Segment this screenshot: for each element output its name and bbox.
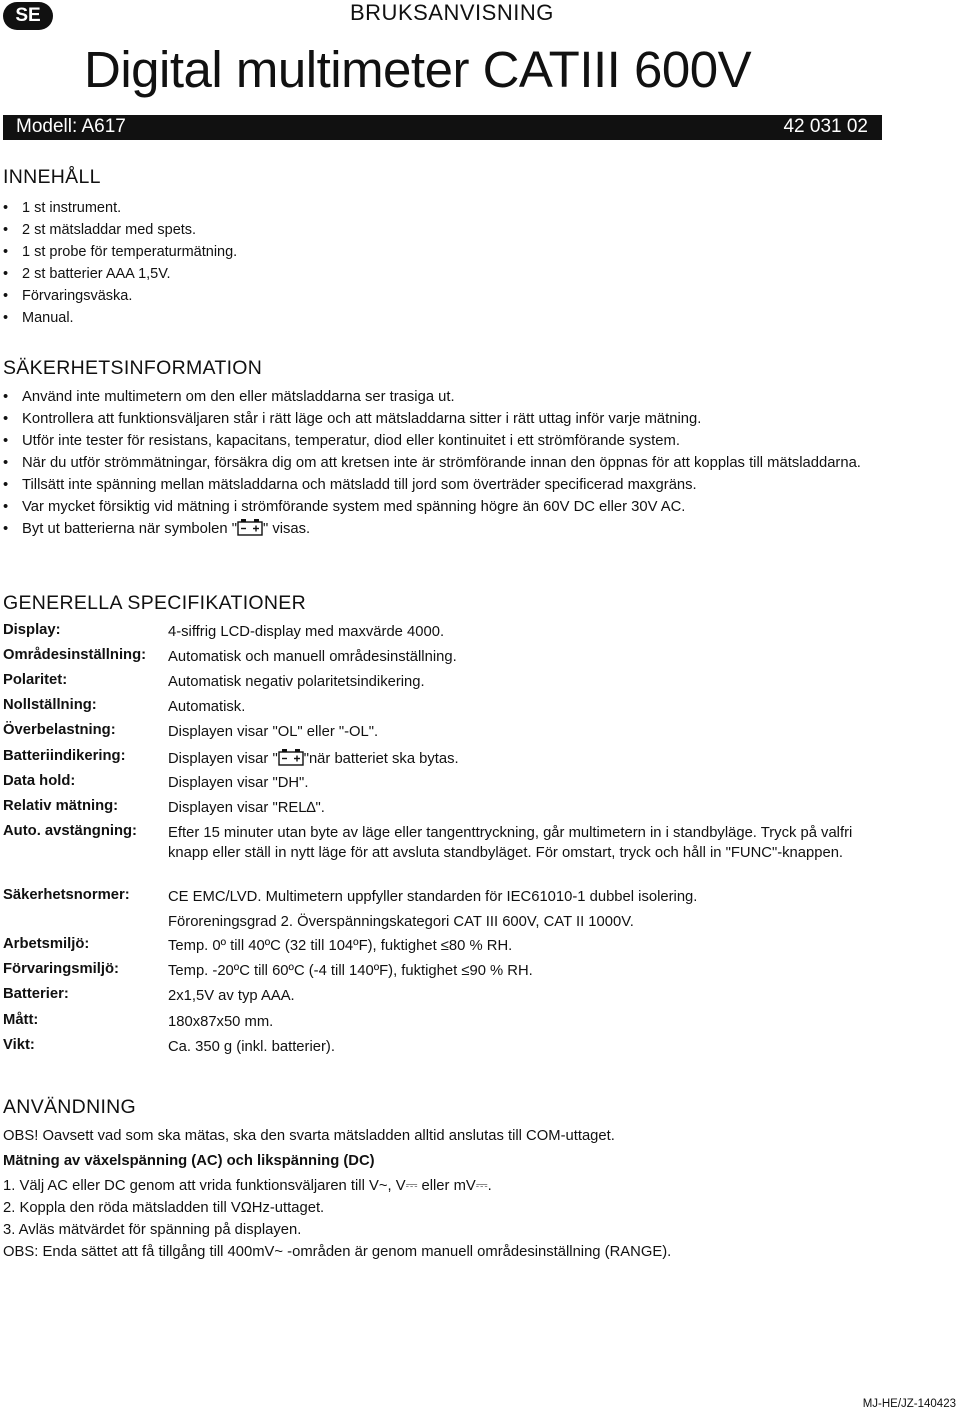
spec-label-zero: Nollställning: <box>3 697 97 713</box>
spec-value-safety-norms-1: CE EMC/LVD. Multimetern uppfyller standarden för IEC61010-1 dubbel isolering. <box>168 889 698 905</box>
spec-label-work-env: Arbetsmiljö: <box>3 936 90 952</box>
spec-value-batteries: 2x1,5V av typ AAA. <box>168 988 295 1004</box>
usage-heading: ANVÄNDNING <box>3 1096 137 1118</box>
page-title: Digital multimeter CATIII 600V <box>84 41 752 98</box>
spec-label-storage-env: Förvaringsmiljö: <box>3 961 119 977</box>
contents-list <box>3 197 237 329</box>
spec-value-display: 4-siffrig LCD-display med maxvärde 4000. <box>168 624 445 640</box>
contents-heading: INNEHÅLL <box>3 166 101 188</box>
spec-label-batteries: Batterier: <box>3 986 69 1002</box>
specs-heading: GENERELLA SPECIFIKATIONER <box>3 592 306 614</box>
list-item: • 1 st probe för temperaturmätning. <box>3 241 237 263</box>
spec-value-range: Automatisk och manuell områdesinställning. <box>168 649 457 665</box>
battery-icon <box>278 748 304 766</box>
list-item: • 2 st batterier AAA 1,5V. <box>3 263 237 285</box>
language-badge: SE <box>3 2 53 30</box>
safety-heading: SÄKERHETSINFORMATION <box>3 357 263 379</box>
list-item: • Utför inte tester för resistans, kapacitans, temperatur, diod eller kontinuitet i ett strömförande system. <box>3 430 873 452</box>
safety-list <box>3 386 873 540</box>
list-item: • 2 st mätsladdar med spets. <box>3 219 237 241</box>
spec-label-overload: Överbelastning: <box>3 722 116 738</box>
spec-value-zero: Automatisk. <box>168 699 246 715</box>
list-item: • Byt ut batterierna när symbolen " " visas. <box>3 518 873 540</box>
spec-label-auto-off: Auto. avstängning: <box>3 823 137 839</box>
spec-value-work-env: Temp. 0º till 40ºC (32 till 104ºF), fuktighet ≤80 % RH. <box>168 938 513 954</box>
spec-label-battery-indication: Batteriindikering: <box>3 748 126 764</box>
document-type: BRUKSANVISNING <box>350 0 554 25</box>
spec-value-overload: Displayen visar "OL" eller "-OL". <box>168 724 379 740</box>
usage-subheading: Mätning av växelspänning (AC) och likspänning (DC) <box>3 1153 375 1169</box>
model-number: Modell: A617 <box>16 116 126 137</box>
list-item: • Använd inte multimetern om den eller mätsladdarna ser trasiga ut. <box>3 386 873 408</box>
spec-label-data-hold: Data hold: <box>3 773 76 789</box>
list-item: • Förvaringsväska. <box>3 285 237 307</box>
spec-label-polarity: Polaritet: <box>3 672 68 688</box>
spec-value-weight: Ca. 350 g (inkl. batterier). <box>168 1039 335 1055</box>
spec-label-relative: Relativ mätning: <box>3 798 119 814</box>
battery-icon <box>237 518 263 536</box>
usage-step-3: 3. Avläs mätvärdet för spänning på displayen. <box>3 1222 302 1238</box>
list-item: • Tillsätt inte spänning mellan mätsladdarna och mätsladd till jord som överträder specificerad maxgräns. <box>3 474 873 496</box>
list-item: • Kontrollera att funktionsväljaren står i rätt läge och att mätsladdarna sitter i rätt uttag inför varje mätning. <box>3 408 873 430</box>
spec-value-polarity: Automatisk negativ polaritetsindikering. <box>168 674 425 690</box>
spec-value-dimensions: 180x87x50 mm. <box>168 1014 274 1030</box>
spec-label-range: Områdesinställning: <box>3 647 147 663</box>
spec-label-safety-norms: Säkerhetsnormer: <box>3 887 130 903</box>
article-number: 42 031 02 <box>783 116 868 137</box>
spec-label-display: Display: <box>3 622 61 638</box>
spec-value-battery-indication: Displayen visar " "när batteriet ska bytas. <box>168 748 868 769</box>
model-bar <box>3 115 882 140</box>
usage-note-2: OBS: Enda sättet att få tillgång till 400mV~ -områden är genom manuell områdesinställning (RANGE). <box>3 1244 672 1260</box>
usage-note: OBS! Oavsett vad som ska mätas, ska den svarta mätsladden alltid anslutas till COM-uttaget. <box>3 1128 615 1144</box>
spec-value-storage-env: Temp. -20ºC till 60ºC (-4 till 140ºF), fuktighet ≤90 % RH. <box>168 963 533 979</box>
footer-code: MJ-HE/JZ-140423 <box>862 1398 956 1410</box>
spec-label-dimensions: Mått: <box>3 1012 39 1028</box>
spec-value-data-hold: Displayen visar "DH". <box>168 775 309 791</box>
list-item: • Var mycket försiktig vid mätning i strömförande system med spänning högre än 60V DC eller 30V AC. <box>3 496 873 518</box>
spec-value-safety-norms-2: Föroreningsgrad 2. Överspänningskategori CAT III 600V, CAT II 1000V. <box>168 914 634 930</box>
list-item: • 1 st instrument. <box>3 197 237 219</box>
usage-step-2: 2. Koppla den röda mätsladden till VΩHz-uttaget. <box>3 1200 325 1216</box>
spec-value-relative: Displayen visar "REL∆". <box>168 800 325 816</box>
spec-value-auto-off: Efter 15 minuter utan byte av läge eller tangenttryckning, går multimetern in i standbyläge. Tryck på valfri knapp eller ställ in nytt läge för att avsluta standbyläget. För omstart, tryck och håll in "FUNC"-knappen. <box>168 825 853 861</box>
list-item: • När du utför strömmätningar, försäkra dig om att kretsen inte är strömförande innan den öppnas för att kopplas till mätsladdarna. <box>3 452 873 474</box>
spec-label-weight: Vikt: <box>3 1037 35 1053</box>
list-item: • Manual. <box>3 307 237 329</box>
usage-step-1: 1. Välj AC eller DC genom att vrida funktionsväljaren till V~, V⎓ eller mV⎓. <box>3 1178 492 1194</box>
